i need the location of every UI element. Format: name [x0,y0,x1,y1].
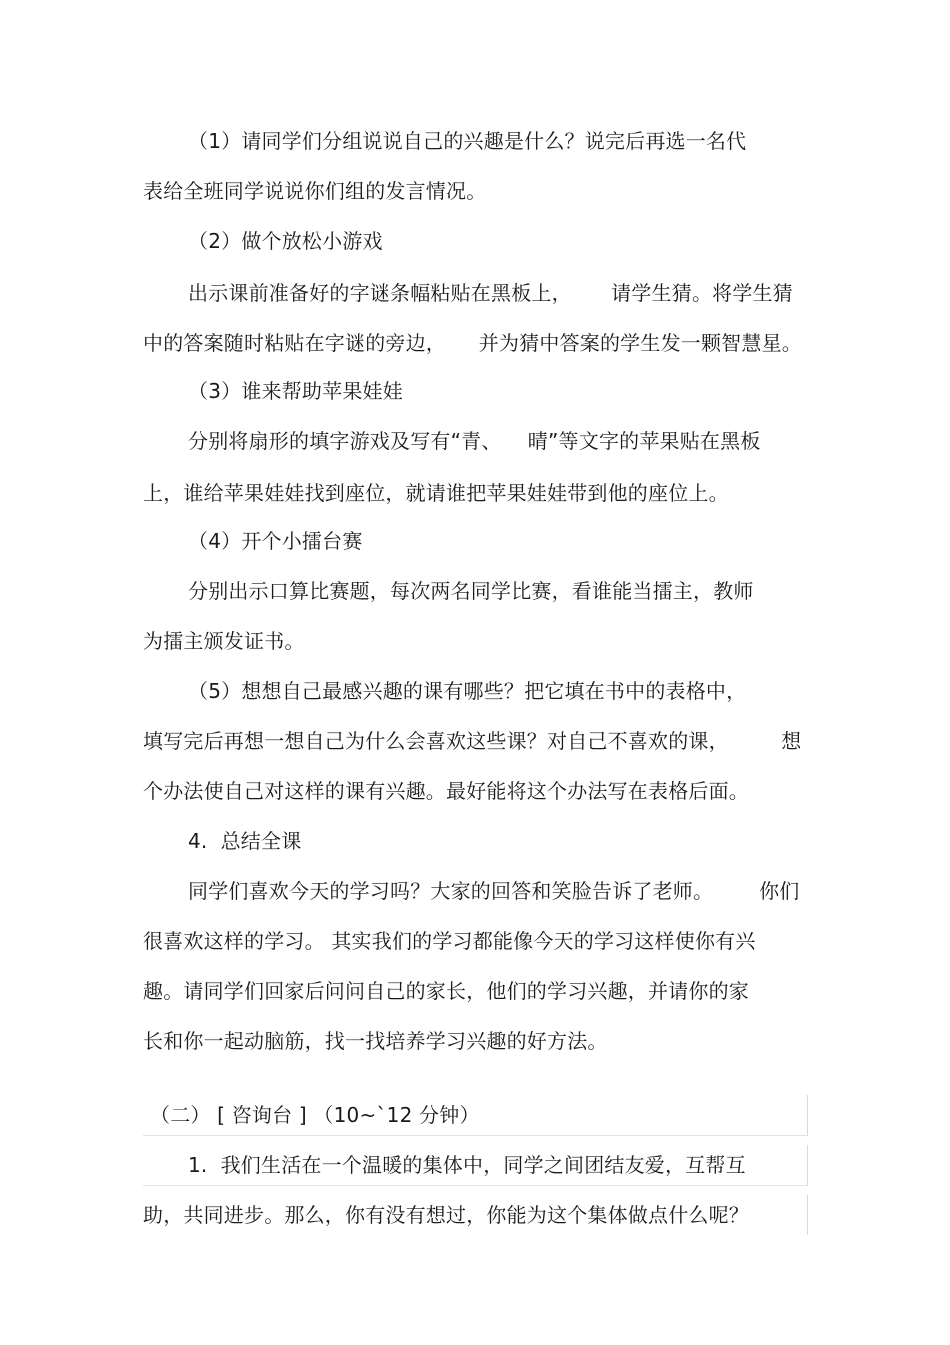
step-5-text-line-2: 填写完后再想一想自己为什么会喜欢这些课？对自己不喜欢的课， 想 [143,729,802,753]
summary-text-line-4: 长和你一起动脑筋，找一找培养学习兴趣的好方法。 [143,1029,608,1053]
step-3-heading: （3）谁来帮助苹果娃娃 [188,379,403,403]
consult-text-line-2: 助，共同进步。那么，你有没有想过，你能为这个集体做点什么呢？ [143,1203,749,1227]
step-5-text-line-1: （5）想想自己最感兴趣的课有哪些？把它填在书中的表格中， [188,679,747,703]
step-1-text-line-2: 表给全班同学说说你们组的发言情况。 [143,179,487,203]
consult-section-heading: （二） [ 咨询台 ] （10~`12 分钟） [150,1103,480,1127]
step-2-text-line-2: 中的答案随时粘贴在字谜的旁边， 并为猜中答案的学生发一颗智慧星。 [143,331,802,355]
step-2-heading: （2）做个放松小游戏 [188,229,383,253]
consult-text-line-1: 1. 我们生活在一个温暖的集体中，同学之间团结友爱，互帮互 [188,1153,746,1177]
step-1-text-line-1: （1）请同学们分组说说自己的兴趣是什么？说完后再选一名代 [188,129,747,153]
step-4-text-line-2: 为擂主颁发证书。 [143,629,305,653]
step-3-text-line-1: 分别将扇形的填字游戏及写有“青、 晴”等文字的苹果贴在黑板 [188,429,761,453]
step-2-text-line-1: 出示课前准备好的字谜条幅粘贴在黑板上， 请学生猜。将学生猜 [188,281,793,305]
summary-text-line-1: 同学们喜欢今天的学习吗？大家的回答和笑脸告诉了老师。 你们 [188,879,800,903]
section-4-heading: 4. 总结全课 [188,829,302,853]
summary-text-line-3: 趣。请同学们回家后问问自己的家长，他们的学习兴趣，并请你的家 [143,979,749,1003]
step-4-heading: （4）开个小擂台赛 [188,529,363,553]
step-4-text-line-1: 分别出示口算比赛题，每次两名同学比赛，看谁能当擂主，教师 [188,579,754,603]
step-5-text-line-3: 个办法使自己对这样的课有兴趣。最好能将这个办法写在表格后面。 [143,779,749,803]
step-3-text-line-2: 上，谁给苹果娃娃找到座位，就请谁把苹果娃娃带到他的座位上。 [143,481,729,505]
summary-text-line-2: 很喜欢这样的学习。 其实我们的学习都能像今天的学习这样使你有兴 [143,929,756,953]
